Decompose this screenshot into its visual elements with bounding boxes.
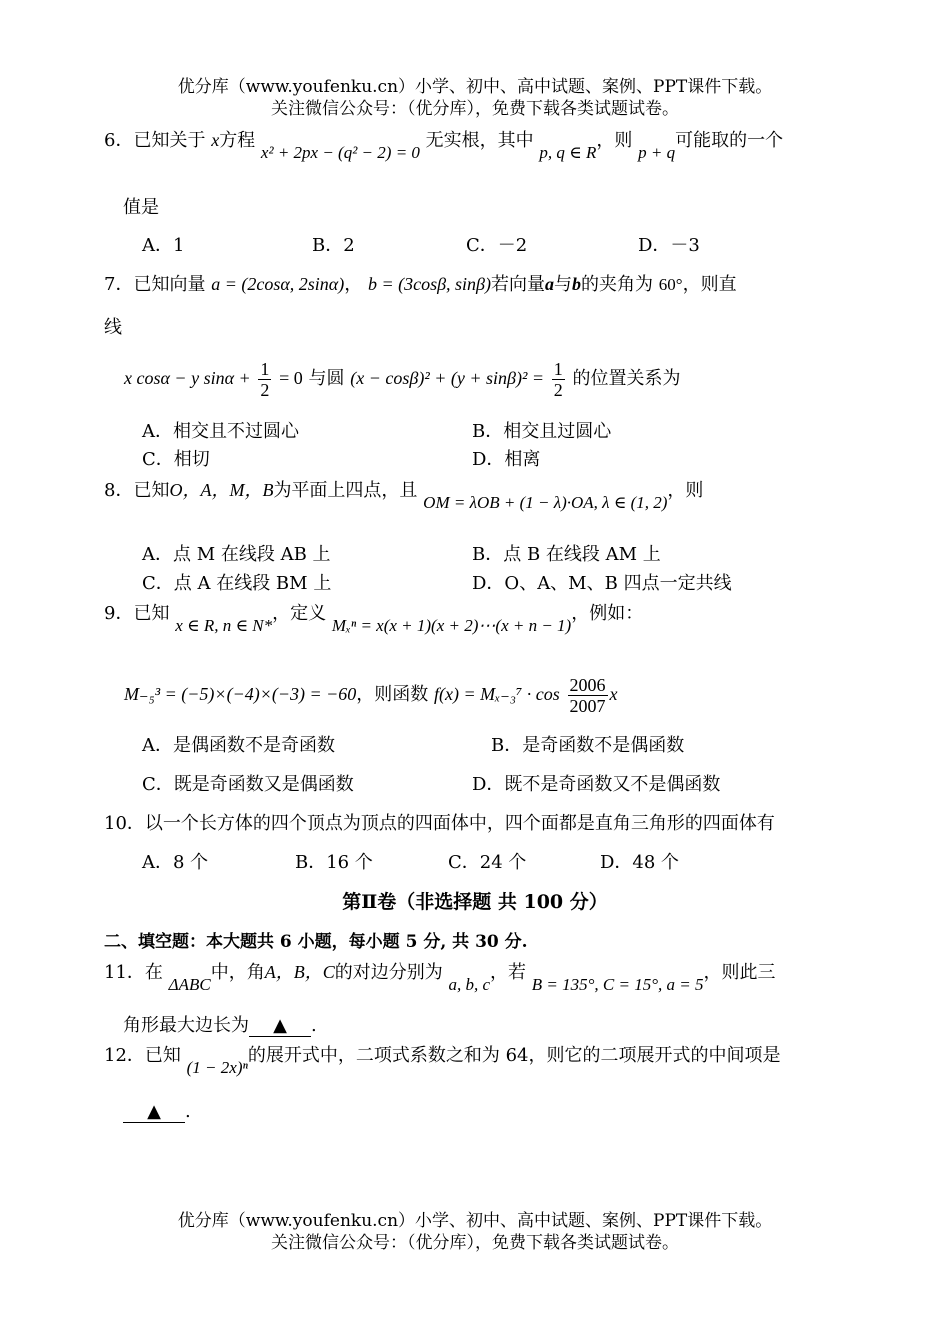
q8-number: 8．: [104, 480, 134, 501]
page-footer: [0, 1210, 950, 1254]
q8-option-a: A．点 M 在线段 AB 上: [142, 544, 331, 565]
q6-option-c: C．－2: [466, 235, 528, 256]
q9-option-b: B．是奇函数不是偶函数: [491, 735, 685, 756]
q8-option-d: D．O、A、M、B 四点一定共线: [472, 573, 732, 594]
footer-line-1: 优分库（www.youfenku.cn）小学、初中、高中试题、案例、PPT课件下载。: [177, 1211, 773, 1231]
q6-equation: x² + 2px − (q² − 2) = 0: [260, 143, 420, 162]
q7-fraction-2: $\frac{1}{2}$: [553, 358, 563, 400]
q6-option-d: D．－3: [638, 235, 700, 256]
q9-option-a: A．是偶函数不是奇函数: [142, 735, 335, 756]
q10-option-c: C．24 个: [448, 852, 527, 873]
q9-number: 9．: [104, 603, 134, 624]
q9-definition: Mₓⁿ = x(x + 1)(x + 2)⋯(x + n − 1): [331, 616, 572, 635]
q11-triangle: ΔABC: [168, 975, 211, 994]
q9-option-c: C．既是奇函数又是偶函数: [142, 774, 354, 795]
q11-condition: B = 135°, C = 15°, a = 5: [531, 975, 704, 994]
q8-option-b: B．点 B 在线段 AM 上: [472, 544, 661, 565]
q6-option-b: B．2: [312, 235, 355, 256]
q7-option-c: C．相切: [142, 449, 210, 470]
q6-condition: p, q ∈ R: [539, 143, 597, 162]
q10-option-b: B．16 个: [295, 852, 373, 873]
q7-line-and-circle: x cosα − y sinα + $\frac{1}{2}$ = 0 与圆 (x − cosβ)² + (y + sinβ)² = $\frac{1}{2}$ 的位置关系为: [124, 358, 681, 400]
q6-continuation: 值是: [123, 197, 159, 218]
q7-option-a: A．相交且不过圆心: [142, 421, 299, 442]
footer-line-2: 关注微信公众号：（优分库），免费下载各类试题试卷。: [271, 1233, 679, 1253]
q7-option-d: D．相离: [472, 449, 541, 470]
q7-vector-b: b = (3cosβ, sinβ): [367, 274, 492, 294]
q11-answer-blank[interactable]: ▲: [249, 1016, 311, 1037]
q12-answer-blank[interactable]: ▲: [123, 1102, 185, 1123]
q11-number: 11．: [104, 962, 145, 983]
q6-number: 6．: [104, 130, 134, 151]
q9-function-left: f(x) = Mₓ₋₃⁷ · cos: [434, 684, 560, 704]
q12-expression: (1 − 2x)ⁿ: [186, 1058, 248, 1077]
q9-example: M₋₅³ = (−5)×(−4)×(−3) = −60: [124, 684, 357, 704]
q7-circle: (x − cosβ)² + (y + sinβ)² =: [350, 368, 545, 388]
q7-angle: 60°: [658, 275, 683, 294]
q7-fraction-1: $\frac{1}{2}$: [260, 358, 270, 400]
q10-option-a: A．8 个: [142, 852, 209, 873]
q9-fraction: $\frac{2006}{2007}$: [569, 674, 606, 716]
q9-option-d: D．既不是奇函数又不是偶函数: [472, 774, 721, 795]
q10-option-d: D．48 个: [600, 852, 680, 873]
header-line-2: 关注微信公众号：（优分库），免费下载各类试题试卷。: [271, 99, 679, 119]
q10-number: 10．: [104, 813, 145, 834]
q9-condition: x ∈ R, n ∈ N*: [175, 616, 273, 635]
header-line-1: 优分库（www.youfenku.cn）小学、初中、高中试题、案例、PPT课件下载。: [177, 77, 773, 97]
q7-number: 7．: [104, 274, 134, 295]
q12-number: 12．: [104, 1045, 145, 1066]
q6-option-a: A．1: [142, 235, 185, 256]
q7-option-b: B．相交且过圆心: [472, 421, 612, 442]
q7-continuation: 线: [104, 317, 122, 338]
q8-option-c: C．点 A 在线段 BM 上: [142, 573, 332, 594]
q10-text: 以一个长方体的四个顶点为顶点的四面体中，四个面都是直角三角形的四面体有: [144, 813, 775, 834]
q6-expression: p + q: [638, 143, 676, 162]
section-2-subtitle: 二、填空题：本大题共 6 小题，每小题 5 分, 共 30 分.: [104, 932, 528, 952]
q11-sides: a, b, c: [448, 975, 491, 994]
q7-vector-a: a = (2cosα, 2sinα): [211, 274, 345, 294]
section-2-title: 第Ⅱ卷（非选择题 共 100 分）: [342, 891, 608, 913]
page-header: [0, 76, 950, 120]
q7-line-left: x cosα − y sinα +: [124, 368, 251, 388]
q8-equation: OM = λOB + (1 − λ)·OA, λ ∈ (1, 2): [423, 493, 668, 512]
